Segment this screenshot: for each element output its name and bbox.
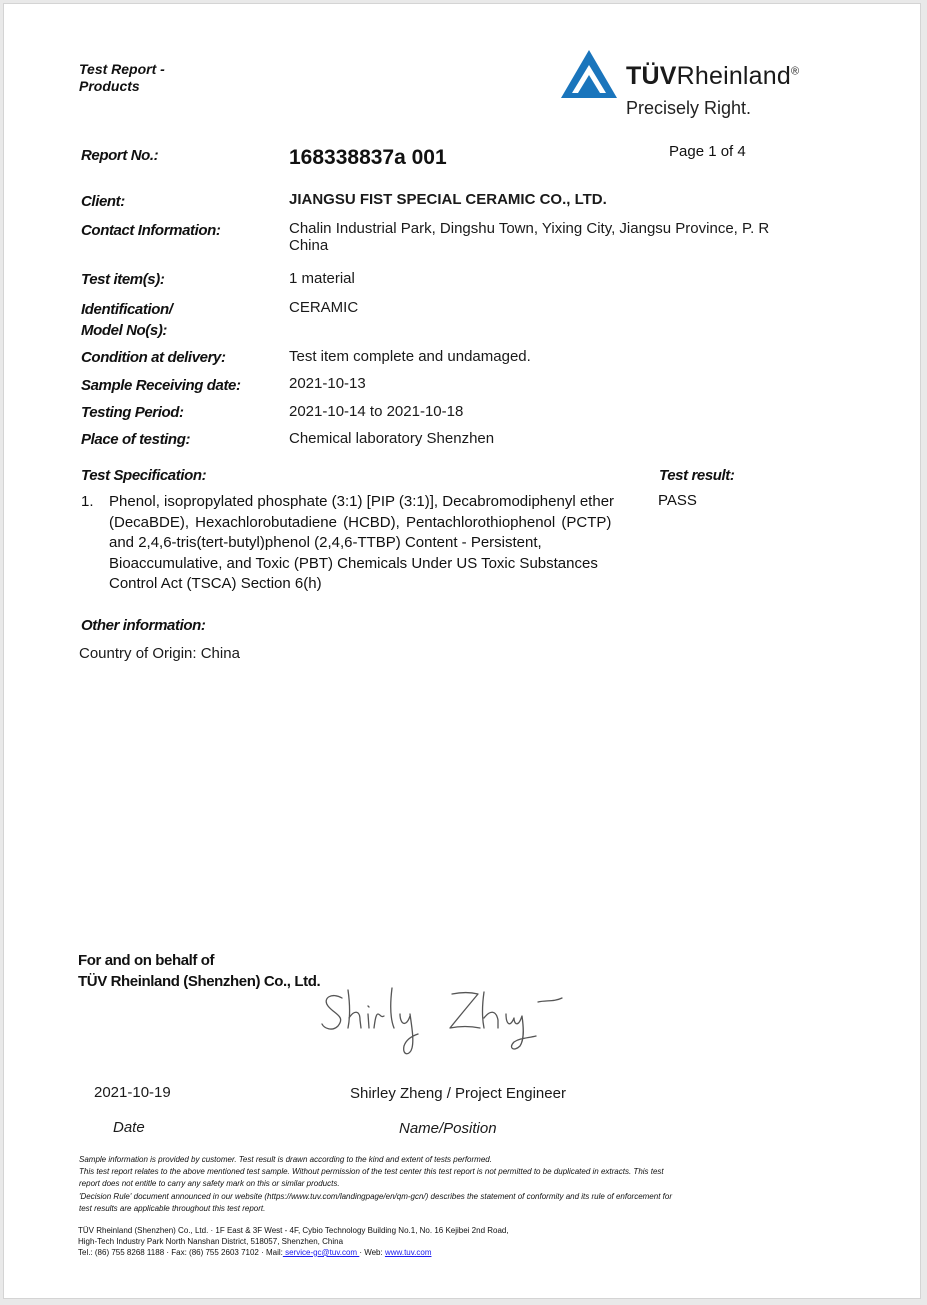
condition-label: Condition at delivery: (81, 349, 226, 366)
other-information-heading: Other information: (81, 617, 206, 634)
on-behalf-of: For and on behalf of TÜV Rheinland (Shenzhen) Co., Ltd. (78, 952, 321, 990)
name-position-label: Name/Position (399, 1120, 497, 1137)
condition-value: Test item complete and undamaged. (289, 348, 531, 365)
identification-label: Identification/ Model No(s): (81, 301, 173, 339)
report-type-title: Test Report - Products (79, 61, 165, 94)
test-specification-heading: Test Specification: (81, 467, 207, 484)
report-page (3, 3, 921, 1299)
web-link[interactable]: www.tuv.com (384, 1247, 432, 1257)
spec-item-text: Phenol, isopropylated phosphate (3:1) [PIP (3:1)], Decabromodiphenyl ether (DecaBDE), Hexachlorobutadiene (HCBD), Pentachlorothiophenol (PCTP) and 2,4,6-tris(tert-butyl)phenol (2,4,6-TTBP) Content - Persistent, Bioaccumulative, and Toxic (PBT) Chemicals Under US Toxic Substances Control Act (TSCA) Section 6(h) (109, 493, 615, 593)
brand-name: TÜVRheinland® (626, 62, 800, 90)
place-of-testing-label: Place of testing: (81, 431, 191, 448)
report-no-value: 168338837a 001 (289, 146, 447, 169)
signoff-name-value: Shirley Zheng / Project Engineer (350, 1085, 566, 1102)
testing-period-label: Testing Period: (81, 404, 184, 421)
brand-tagline: Precisely Right. (626, 98, 752, 118)
test-item-value: 1 material (289, 270, 355, 287)
receiving-date-label: Sample Receiving date: (81, 377, 241, 394)
contact-value: Chalin Industrial Park, Dingshu Town, Yixing City, Jiangsu Province, P. R China (289, 220, 770, 254)
tuv-triangle-logo-icon (559, 48, 619, 100)
test-item-label: Test item(s): (81, 271, 165, 288)
report-no-label: Report No.: (81, 147, 159, 164)
client-value: JIANGSU FIST SPECIAL CERAMIC CO., LTD. (289, 191, 607, 208)
signature-image (314, 984, 584, 1059)
footer-address: TÜV Rheinland (Shenzhen) Co., Ltd. · 1F East & 3F West - 4F, Cybio Technology Building No.1, No. 16 Kejibei 2nd Road, High-Tech Industry Park North Nanshan District, 518057, Shenzhen, China Tel.: (86) 755 8268 1188 · Fax: (86) 755 2603 7102 · Mail: service-gc@tuv.com · Web: www.tuv.com (78, 1226, 509, 1257)
date-label: Date (113, 1119, 145, 1136)
signoff-date-value: 2021-10-19 (94, 1084, 171, 1101)
identification-value: CERAMIC (289, 299, 359, 316)
contact-label: Contact Information: (81, 222, 221, 239)
place-of-testing-value: Chemical laboratory Shenzhen (289, 430, 495, 447)
client-label: Client: (81, 193, 125, 210)
spec-item-number: 1. (81, 493, 94, 510)
mail-link[interactable]: service-gc@tuv.com (282, 1247, 360, 1257)
country-of-origin: Country of Origin: China (79, 645, 240, 662)
test-result-heading: Test result: (659, 467, 735, 484)
receiving-date-value: 2021-10-13 (289, 375, 366, 392)
spec-item-result: PASS (658, 492, 697, 509)
testing-period-value: 2021-10-14 to 2021-10-18 (289, 403, 464, 420)
disclaimer: Sample information is provided by customer. Test result is drawn according to the kind and extent of tests performed. This test report relates to the above mentioned test sample. Without permission of the test center this test report is not permitted to be duplicated in extracts. This test report does not entitle to carry any safety mark on this or similar products. 'Decision Rule' document announced in our website (https://www.tuv.com/landingpage/en/qm-gcn/) describes the statement of conformity and its rule of enforcement for test results are applicable throughout this test report. (79, 1155, 672, 1213)
page-number: Page 1 of 4 (669, 143, 746, 160)
